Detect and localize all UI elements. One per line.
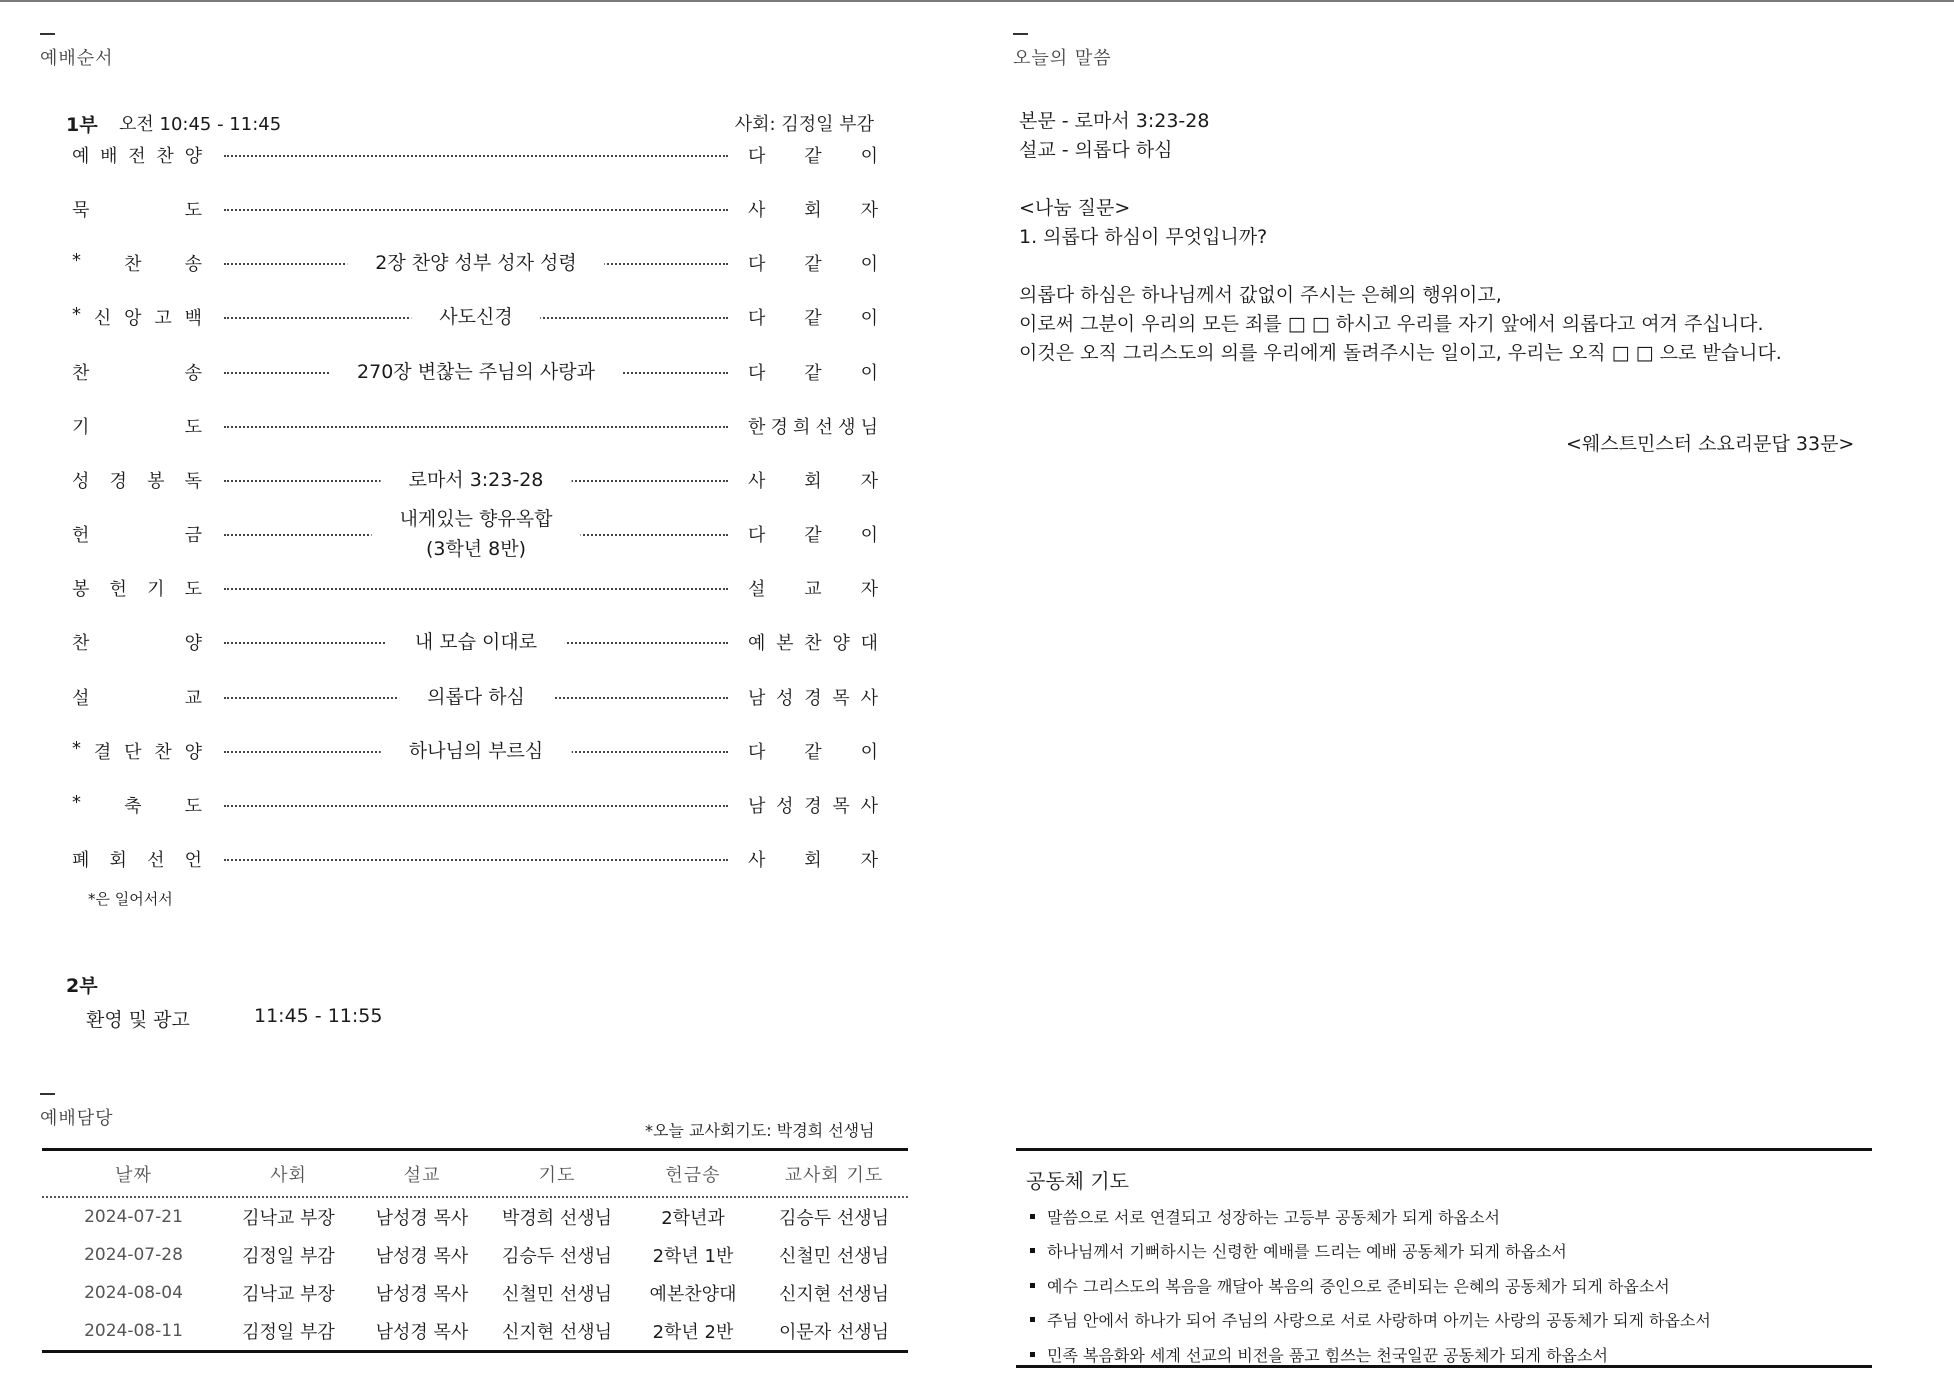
order-item-content [347, 248, 604, 278]
list-item [1030, 1234, 1711, 1269]
leader-char: 양 [832, 633, 850, 655]
leader-char: 목 [832, 795, 850, 817]
prayer-title: 공동체 기도 [1026, 1169, 1129, 1193]
label-char: 백 [184, 308, 202, 330]
label-char: 봉 [72, 579, 90, 601]
cell-mc: 김낙교 부장 [242, 1208, 335, 1229]
label-char: 도 [184, 416, 202, 438]
dotted-leader [224, 355, 728, 389]
leader-char: 선 [815, 416, 833, 438]
leader-char: 이 [860, 741, 878, 763]
label-char: * [72, 304, 81, 326]
order-row [72, 832, 878, 886]
leader-char: 다 [748, 308, 766, 330]
leader-char: 같 [804, 362, 822, 384]
dotted-leader [224, 625, 728, 659]
leader-char: 님 [860, 416, 878, 438]
content-line: (3학년 8반) [425, 538, 527, 561]
order-row [72, 128, 878, 182]
order-item-leader [748, 684, 878, 710]
order-row [72, 507, 878, 561]
order-row [72, 561, 878, 615]
order-row [72, 236, 878, 290]
leader-char: 사 [860, 795, 878, 817]
cell-date: 2024-07-28 [84, 1245, 183, 1265]
order-item-label [72, 413, 202, 439]
prayer-list [1030, 1199, 1711, 1372]
leader-char: 사 [860, 687, 878, 709]
label-char: 결 [93, 741, 112, 763]
order-row [72, 182, 878, 236]
cell-mc: 김정일 부감 [242, 1246, 335, 1267]
leader-char: 경 [804, 795, 822, 817]
cell-sermon: 남성경 목사 [375, 1208, 469, 1229]
cell-sermon: 남성경 목사 [375, 1284, 469, 1305]
answer-line: 이로써 그분이 우리의 모든 죄를 □ □ 하시고 우리를 자기 앞에서 의롭다고 여겨 주십니다. [1019, 313, 1764, 335]
leader-char: 희 [793, 416, 811, 438]
prayer-text: 예수 그리스도의 복음을 깨달아 복음의 증인으로 준비되는 은혜의 공동체가 되게 하옵소서 [1047, 1276, 1670, 1296]
order-item-leader [748, 575, 878, 601]
content-line: 270장 변찮는 주님의 사랑과 [357, 360, 595, 383]
teacher-prayer-note: *오늘 교사회기도: 박경희 선생님 [645, 1121, 875, 1140]
header-offering-song: 헌금송 [665, 1164, 721, 1186]
table-row [42, 1274, 908, 1312]
prayer-text: 하나님께서 기뻐하시는 신령한 예배를 드리는 예배 공동체가 되게 하옵소서 [1047, 1242, 1567, 1262]
order-item-content [381, 736, 572, 766]
order-item-label [72, 467, 202, 493]
bullet-square-icon [1030, 1352, 1035, 1357]
list-item [1030, 1268, 1711, 1303]
dotted-leader [224, 842, 728, 876]
leader-char: 다 [748, 146, 766, 167]
community-prayer-box [1016, 1148, 1872, 1368]
order-row [72, 615, 878, 669]
prayer-text: 말씀으로 서로 연결되고 성장하는 고등부 공동체가 되게 하옵소서 [1047, 1207, 1500, 1227]
leader-char: 다 [748, 362, 766, 384]
leader-char: 다 [748, 741, 766, 763]
order-item-content [372, 504, 581, 564]
dot-line [224, 805, 728, 807]
scripture-text: 본문 - 로마서 3:23-28 [1019, 110, 1210, 132]
header-prayer: 기도 [538, 1164, 576, 1186]
standing-note: *은 일어서서 [88, 890, 173, 908]
cell-offering-song: 예본찬양대 [649, 1284, 737, 1305]
cell-mc: 김정일 부감 [242, 1322, 335, 1343]
leader-char: 성 [776, 687, 794, 709]
order-item-leader [748, 467, 878, 493]
leader-char: 예 [748, 633, 766, 655]
bullet-square-icon [1030, 1214, 1035, 1219]
label-char: * [72, 250, 81, 272]
order-item-label [72, 738, 202, 764]
cell-teacher-prayer: 신지현 선생님 [778, 1284, 890, 1305]
leader-char: 회 [804, 200, 822, 222]
dotted-leader [224, 680, 728, 714]
word-content [1019, 107, 1782, 368]
dotted-leader [224, 300, 728, 334]
bullet-square-icon [1030, 1283, 1035, 1288]
bullet-square-icon [1030, 1317, 1035, 1322]
label-char: 봉 [147, 470, 165, 492]
order-item-content [387, 627, 565, 657]
order-row [72, 345, 878, 399]
order-item-label [72, 629, 202, 655]
label-char: 앙 [124, 308, 142, 330]
leader-char: 자 [860, 470, 878, 492]
leader-char: 회 [804, 849, 822, 871]
content-line: 로마서 3:23-28 [408, 468, 544, 491]
dotted-leader [224, 508, 728, 561]
dotted-leader [224, 409, 728, 443]
leader-char: 이 [860, 308, 878, 330]
cell-teacher-prayer: 신철민 선생님 [778, 1246, 890, 1267]
leader-char: 다 [748, 254, 766, 276]
dot-line [224, 209, 728, 211]
label-char: 신 [93, 308, 112, 330]
leader-char: 사 [748, 470, 766, 492]
label-char: 찬 [124, 254, 142, 276]
dotted-leader [224, 463, 728, 497]
answer-line: 이것은 오직 그리스도의 의를 우리에게 돌려주시는 일이고, 우리는 오직 □ □ 으로 받습니다. [1019, 342, 1782, 364]
cell-mc: 김낙교 부장 [242, 1284, 335, 1305]
label-char: 설 [72, 687, 90, 709]
part1-time: 오전 10:45 - 11:45 [119, 114, 282, 135]
leader-char: 이 [860, 254, 878, 276]
order-item-label [72, 304, 202, 330]
cell-teacher-prayer: 김승두 선생님 [778, 1208, 890, 1229]
dot-line [224, 155, 728, 157]
content-line: 하나님의 부르심 [408, 739, 544, 762]
cell-offering-song: 2학년과 [661, 1208, 725, 1229]
order-item-content [329, 357, 623, 387]
answer-line: 의롭다 하심은 하나님께서 값없이 주시는 은혜의 행위이고, [1019, 284, 1502, 306]
order-item-label [72, 792, 202, 818]
leader-char: 자 [860, 849, 878, 871]
label-char: 기 [147, 579, 165, 601]
order-item-label [72, 196, 202, 222]
label-char: 도 [184, 795, 202, 817]
order-item-leader [748, 792, 878, 818]
label-char: 독 [184, 470, 202, 492]
dot-line [224, 588, 728, 590]
order-item-leader [748, 142, 878, 168]
duty-section-title: 예배담당 [40, 1108, 114, 1129]
order-item-leader [748, 521, 878, 547]
dotted-leader [224, 192, 728, 226]
leader-char: 같 [804, 308, 822, 330]
order-item-label [72, 359, 202, 385]
leader-char: 한 [748, 416, 766, 438]
label-char: 헌 [109, 579, 127, 601]
leader-char: 대 [860, 633, 878, 655]
label-char: 배 [100, 146, 118, 167]
cell-date: 2024-08-11 [84, 1321, 183, 1341]
dotted-leader [224, 246, 728, 280]
cell-offering-song: 2학년 1반 [652, 1246, 734, 1267]
cell-date: 2024-07-21 [84, 1207, 183, 1227]
cell-teacher-prayer: 이문자 선생님 [778, 1322, 890, 1343]
label-char: 성 [72, 470, 90, 492]
label-char: 폐 [72, 849, 90, 871]
leader-char: 자 [860, 579, 878, 601]
label-char: 양 [184, 146, 202, 167]
order-item-leader [748, 629, 878, 655]
leader-char: 이 [860, 146, 878, 167]
part1-mc: 사회: 김정일 부감 [734, 114, 874, 135]
leader-char: 회 [804, 470, 822, 492]
label-char: 금 [184, 525, 202, 547]
list-item [1030, 1303, 1711, 1338]
dot-line [224, 859, 728, 861]
order-row [72, 290, 878, 344]
label-char: 양 [184, 633, 202, 655]
order-item-leader [748, 359, 878, 385]
label-char: 도 [184, 579, 202, 601]
sharing-title: <나눔 질문> [1019, 197, 1131, 219]
word-section-title: 오늘의 말씀 [1013, 48, 1112, 69]
leader-char: 사 [748, 849, 766, 871]
label-char: 회 [109, 849, 127, 871]
content-line: 내 모습 이대로 [414, 631, 538, 654]
content-line: 내게있는 향유옥합 [399, 508, 553, 531]
order-item-content [411, 302, 540, 332]
content-line: 의롭다 하심 [427, 685, 525, 708]
table-row [42, 1236, 908, 1274]
leader-char: 본 [776, 633, 794, 655]
section-marker [1013, 33, 1028, 35]
label-char: 기 [72, 416, 90, 438]
label-char: 언 [184, 849, 202, 871]
order-item-leader [748, 304, 878, 330]
order-row [72, 670, 878, 724]
header-teacher-prayer: 교사회 기도 [784, 1164, 884, 1186]
order-item-leader [748, 413, 878, 439]
order-item-content [381, 465, 572, 495]
leader-char: 같 [804, 525, 822, 547]
dotted-leader [224, 138, 728, 172]
cell-prayer: 김승두 선생님 [501, 1246, 613, 1267]
order-row [72, 724, 878, 778]
section-marker [40, 33, 55, 35]
leader-char: 설 [748, 579, 766, 601]
part2-time: 11:45 - 11:55 [254, 1005, 383, 1027]
dot-line [224, 426, 728, 428]
label-char: 고 [154, 308, 172, 330]
leader-char: 목 [832, 687, 850, 709]
label-char: 도 [184, 200, 202, 222]
order-item-leader [748, 846, 878, 872]
leader-char: 성 [776, 795, 794, 817]
leader-char: 자 [860, 200, 878, 222]
label-char: 송 [184, 362, 202, 384]
order-item-leader [748, 738, 878, 764]
cell-prayer: 신지현 선생님 [501, 1322, 613, 1343]
section-marker [40, 1093, 55, 1095]
leader-char: 생 [838, 416, 856, 438]
prayer-text: 주님 안에서 하나가 되어 주님의 사랑으로 서로 사랑하며 아끼는 사랑의 공동체가 되게 하옵소서 [1047, 1311, 1711, 1331]
content-line: 사도신경 [439, 306, 513, 329]
label-char: 전 [128, 146, 146, 167]
label-char: 양 [184, 741, 202, 763]
sharing-question: 1. 의롭다 하심이 무엇입니까? [1019, 226, 1268, 248]
label-char: 찬 [156, 146, 174, 167]
list-item [1030, 1199, 1711, 1234]
cell-prayer: 신철민 선생님 [501, 1284, 613, 1305]
header-mc: 사회 [270, 1164, 307, 1186]
duty-header-row [42, 1151, 908, 1198]
content-line: 2장 찬양 성부 성자 성령 [375, 252, 577, 275]
order-item-label [72, 846, 202, 872]
top-border [0, 0, 1954, 2]
order-item-leader [748, 196, 878, 222]
label-char: 경 [109, 470, 127, 492]
bullet-square-icon [1030, 1248, 1035, 1253]
label-char: 묵 [72, 200, 90, 222]
leader-char: 이 [860, 362, 878, 384]
order-section-title: 예배순서 [40, 48, 114, 69]
dotted-leader [224, 788, 728, 822]
leader-char: 교 [804, 579, 822, 601]
order-row [72, 778, 878, 832]
cell-date: 2024-08-04 [84, 1283, 183, 1303]
leader-char: 경 [770, 416, 788, 438]
order-row [72, 453, 878, 507]
cell-sermon: 남성경 목사 [375, 1322, 469, 1343]
label-char: 단 [124, 741, 142, 763]
leader-char: 찬 [804, 633, 822, 655]
label-char: 헌 [72, 525, 90, 547]
cell-sermon: 남성경 목사 [375, 1246, 469, 1267]
leader-char: 이 [860, 525, 878, 547]
sermon-title: 설교 - 의롭다 하심 [1019, 139, 1173, 161]
part2-number: 2부 [66, 975, 98, 997]
leader-char: 같 [804, 741, 822, 763]
order-item-label [72, 575, 202, 601]
order-item-leader [748, 250, 878, 276]
table-row [42, 1312, 908, 1350]
header-date: 날짜 [115, 1164, 152, 1186]
part2-label: 환영 및 광고 [86, 1009, 190, 1031]
list-item [1030, 1337, 1711, 1372]
order-item-label [72, 521, 202, 547]
catechism-reference: <웨스트민스터 소요리문답 33문> [1566, 433, 1855, 455]
label-char: 교 [184, 687, 202, 709]
dotted-leader [224, 734, 728, 768]
prayer-text: 민족 복음화와 세계 선교의 비전을 품고 힘쓰는 천국일꾼 공동체가 되게 하옵소서 [1047, 1345, 1608, 1365]
leader-char: 남 [748, 687, 766, 709]
order-row [72, 399, 878, 453]
label-char: 축 [124, 795, 142, 817]
leader-char: 같 [804, 146, 822, 167]
label-char: 찬 [72, 633, 90, 655]
duty-table [42, 1148, 908, 1353]
order-item-content [399, 682, 553, 712]
leader-char: 다 [748, 525, 766, 547]
leader-char: 같 [804, 254, 822, 276]
order-item-label [72, 684, 202, 710]
label-char: 예 [72, 146, 90, 167]
order-item-label [72, 142, 202, 168]
leader-char: 사 [748, 200, 766, 222]
part1-number: 1부 [66, 114, 98, 136]
dotted-leader [224, 571, 728, 605]
order-item-label [72, 250, 202, 276]
label-char: 찬 [154, 741, 172, 763]
cell-prayer: 박경희 선생님 [501, 1208, 613, 1229]
label-char: * [72, 791, 81, 813]
label-char: 선 [147, 849, 165, 871]
header-sermon: 설교 [403, 1164, 441, 1186]
label-char: 찬 [72, 362, 90, 384]
leader-char: 남 [748, 795, 766, 817]
leader-char: 경 [804, 687, 822, 709]
label-char: * [72, 737, 81, 759]
table-row [42, 1198, 908, 1236]
label-char: 송 [184, 254, 202, 276]
cell-offering-song: 2학년 2반 [652, 1322, 734, 1343]
